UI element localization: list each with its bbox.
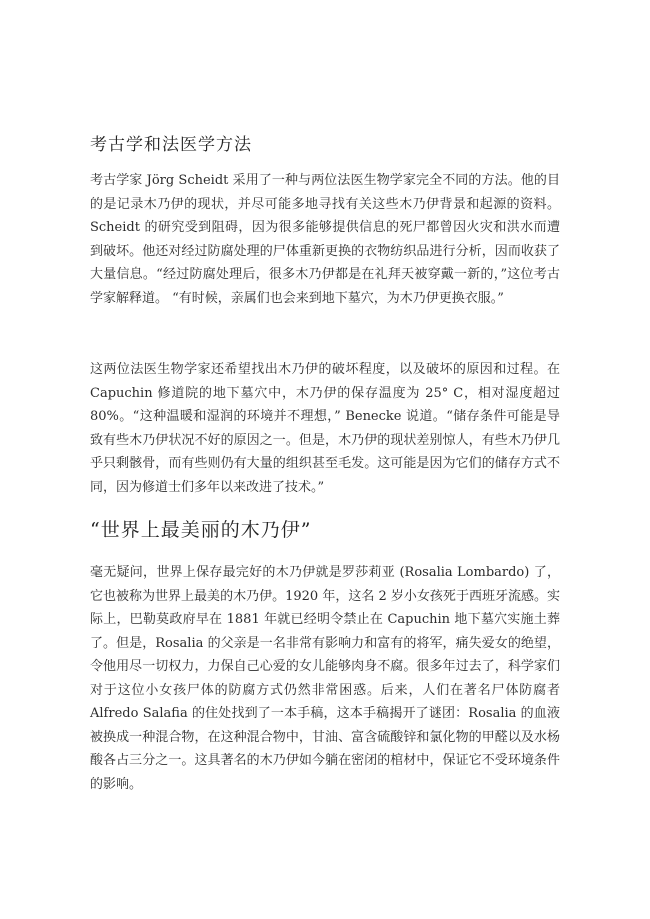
paragraph-rosalia: 毫无疑问，世界上保存最完好的木乃伊就是罗莎莉亚 (Rosalia Lombardo) 了，它也被称为世界上最美的木乃伊。1920 年，这名 2 岁小女孩死于西班牙流感。实际上，巴勒莫政府早在 1881 年就已经明令禁止在 Capuchin 地下墓穴实施土葬了。但是，Rosalia 的父亲是一名非常有影响力和富有的将军，痛失爱女的绝望，令他用尽一切权力，力保自己心爱的女儿能够肉身不腐。很多年过去了，科学家们对于这位小女孩尸体的防腐方式仍然非常困惑。后来，人们在著名尸体防腐者 Alfredo Salafia 的住处找到了一本手稿，这本手稿揭开了谜团：Rosalia 的血液被换成一种混合物，在这种混合物中，甘油、富含硫酸锌和氯化物的甲醛以及水杨酸各占三分之一。这具著名的木乃伊如今躺在密闭的棺材中，保证它不受环境条件的影响。: [90, 565, 560, 792]
paragraph-archaeologist: 考古学家 Jörg Scheidt 采用了一种与两位法医生物学家完全不同的方法。他的目的是记录木乃伊的现状，并尽可能多地寻找有关这些木乃伊背景和起源的资料。Scheidt 的研究受到阻碍，因为很多能够提供信息的死尸都曾因火灾和洪水而遭到破坏。他还对经过防腐处理的尸体重新更换的衣物纺织品进行分析，因而收获了大量信息。“经过防腐处理后，很多木乃伊都是在礼拜天被穿戴一新的，”这位考古学家解释道。 “有时候，亲属们也会来到地下墓穴，为木乃伊更换衣服。”: [90, 173, 560, 306]
section-heading-forensic-methods: 考古学和法医学方法: [90, 135, 252, 155]
section-heading-most-beautiful-mummy: “世界上最美丽的木乃伊”: [90, 519, 312, 541]
paragraph-forensic-biologists: 这两位法医生物学家还希望找出木乃伊的破坏程度，以及破坏的原因和过程。在 Capuchin 修道院的地下墓穴中，木乃伊的保存温度为 25° C，相对湿度超过 80%。“这种温暖和湿润的环境并不理想，” Benecke 说道。“储存条件可能是导致有些木乃伊状况不好的原因之一。但是，木乃伊的现状差别惊人，有些木乃伊几乎只剩骸骨，而有些则仍有大量的组织甚至毛发。这可能是因为它们的储存方式不同，因为修道士们多年以来改进了技术。”: [90, 362, 560, 495]
